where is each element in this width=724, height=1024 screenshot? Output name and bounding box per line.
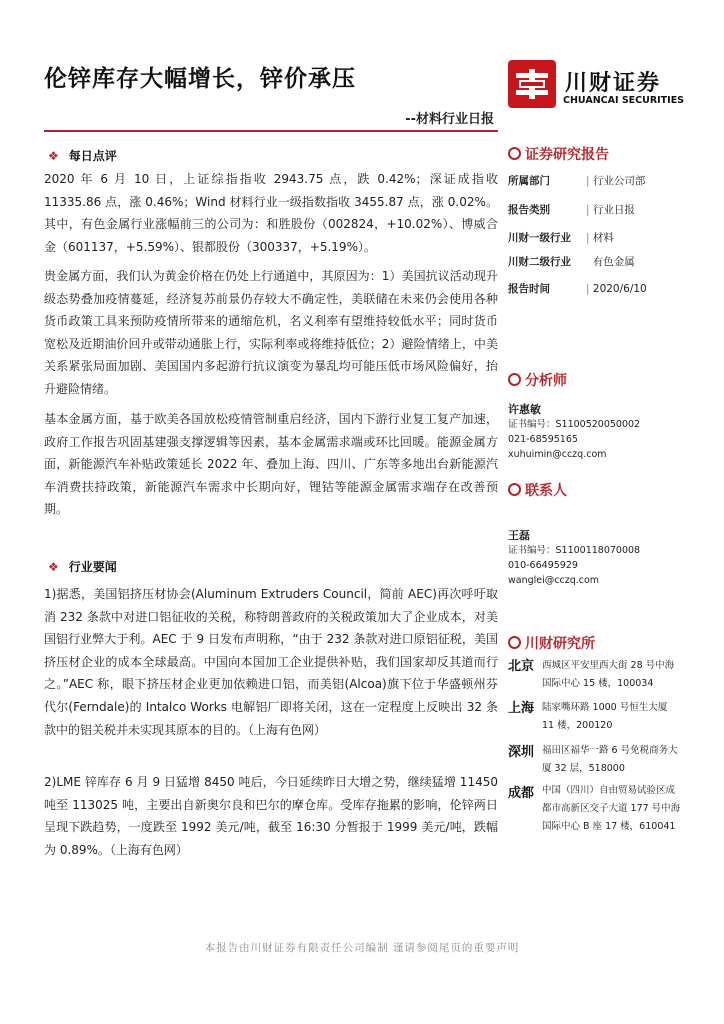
- circle-bullet-icon: [508, 483, 521, 496]
- company-logo-icon: [508, 60, 556, 108]
- info-row-industry-level1: 川财一级行业 | 材料: [508, 232, 614, 244]
- contact-card: [508, 528, 640, 588]
- company-name-cn: 川财证券: [565, 71, 662, 96]
- daily-review-paragraph: 基本金属方面，基于欧美各国放松疫情管制重启经济，国内下游行业复工复产加速，政府工作报告巩固基建强支撑逻辑等因素，基本金属需求端或环比回暖。能源金属方面，新能源汽车补贴政策延长 2022 年、叠加上海、四川、广东等多地出台新能源汽车消费扶持政策，新能源汽车需求中长期向好，锂钴等能源金属需求端存在改善预期。: [44, 412, 498, 517]
- contact-cert: 证书编号：S1100118070008: [508, 545, 641, 556]
- news-item: 1)据悉，美国铝挤压材协会(Aluminum Extruders Council，简前 AEC)再次呼吁取消 232 条款中对进口铝征收的关税，称特朗普政府的关税政策加大了企业成本，对美国铝行业弊大于利。AEC 于 9 日发布声明称，“由于 232 条款对进口原铝征税，美国挤压材企业的成本全球最高。中国向本国加工企业提供补贴，我们国家却反其道而行之。”AEC 称，眼下挤压材企业更加依赖进口铝，而美铝(Alcoa)旗下位于华盛顿州芬代尔(Ferndale)的 Intalco Works 电解铝厂即将关闭，这在一定程度上反映出 32 条款中的铝关税并未实现其原本的目的。（上海有色网）: [44, 587, 498, 737]
- contact-name: 王磊: [508, 529, 530, 542]
- analyst-cert: 证书编号：S1100520050002: [508, 419, 641, 430]
- office-address: 西城区平安里西大街 28 号中海国际中心 15 楼，100034: [542, 660, 675, 689]
- circle-bullet-icon: [508, 147, 521, 160]
- office-city: 北京: [508, 659, 535, 674]
- diamond-bullet-icon: ❖: [48, 560, 59, 574]
- diamond-bullet-icon: ❖: [48, 149, 59, 163]
- company-name-en: CHUANCAI SECURITIES: [563, 95, 685, 106]
- daily-review-heading: ❖ 每日点评: [48, 149, 117, 163]
- analyst-email[interactable]: xuhuimin@cczq.com: [508, 449, 607, 460]
- daily-review-paragraph: 2020 年 6 月 10 日，上证综指指收 2943.75 点，跌 0.42%；深证成指收 11335.86 点，涨 0.46%；Wind 材料行业一级指数指收 3455.87 点，涨 0.02%。其中，有色金属行业涨幅前三的公司为：和胜股份（002824，+10.02%）、博威合金（601137，+5.59%）、银都股份（300337，+5.19%）。: [44, 172, 498, 254]
- analyst-card: [508, 402, 640, 462]
- report-type-subtitle: --材料行业日报: [405, 112, 494, 127]
- footer-disclaimer: 本报告由川财证券有限责任公司编制 谨请参阅尾页的重要声明: [204, 942, 520, 954]
- securities-report-heading: 证券研究报告: [508, 144, 609, 164]
- page-title: 伦锌库存大幅增长，锌价承压: [44, 66, 356, 92]
- industry-news-heading: ❖ 行业要闻: [48, 560, 117, 574]
- contact-email[interactable]: wanglei@cczq.com: [508, 575, 600, 586]
- info-row-category: 报告类别 | 行业日报: [508, 204, 635, 216]
- contact-phone: 010-66495929: [508, 560, 578, 571]
- analyst-name: 许惠敏: [508, 403, 541, 416]
- header-divider: [44, 130, 498, 132]
- office-address: 陆家嘴环路 1000 号恒生大厦 11 楼，200120: [542, 702, 668, 731]
- contact-heading: 联系人: [508, 480, 567, 500]
- info-row-date: 报告时间 | 2020/6/10: [508, 283, 647, 295]
- circle-bullet-icon: [508, 636, 521, 649]
- circle-bullet-icon: [508, 373, 521, 386]
- news-item: 2)LME 锌库存 6 月 9 日猛增 8450 吨后，今日延续昨日大增之势，继续猛增 11450 吨至 113025 吨，主要出自新奥尔良和巴尔的摩仓库。受库存拖累的影响，伦锌两日呈现下跌趋势，一度跌至 1992 美元/吨，截至 16:30 分暂报于 1999 美元/吨，跌幅为 0.89%。（上海有色网）: [44, 775, 498, 857]
- office-city: 深圳: [508, 745, 535, 760]
- office-address: 中国（四川）自由贸易试验区成都市高新区交子大道 177 号中海国际中心 B 座 17 楼，610041: [542, 785, 681, 832]
- office-city: 上海: [508, 701, 535, 716]
- info-row-department: 所属部门 | 行业公司部: [508, 175, 646, 187]
- analyst-phone: 021-68595165: [508, 434, 578, 445]
- info-row-industry-level2: 川财二级行业 有色金属: [508, 256, 635, 268]
- office-city: 成都: [508, 786, 535, 801]
- daily-review-paragraph: 贵金属方面，我们认为黄金价格在仍处上行通道中，其原因为：1）美国抗议活动现升级态势叠加疫情蔓延，经济复苏前景仍存较大不确定性，美联储在未来仍会使用各种货币政策工具来预防疫情所带来的通缩危机，名义利率有望维持较低水平；同时货币宽松及近期油价回升或带动通胀上行，实际利率或将维持低位；2）避险情绪上，中美关系紧张局面加剧、美国国内多起游行抗议演变为暴乱均可能压低市场风险偏好，抬升避险情绪。: [44, 269, 498, 396]
- office-address: 福田区福华一路 6 号免税商务大厦 32 层，518000: [542, 745, 678, 774]
- analyst-heading: 分析师: [508, 370, 567, 390]
- research-institute-heading: 川财研究所: [508, 633, 595, 653]
